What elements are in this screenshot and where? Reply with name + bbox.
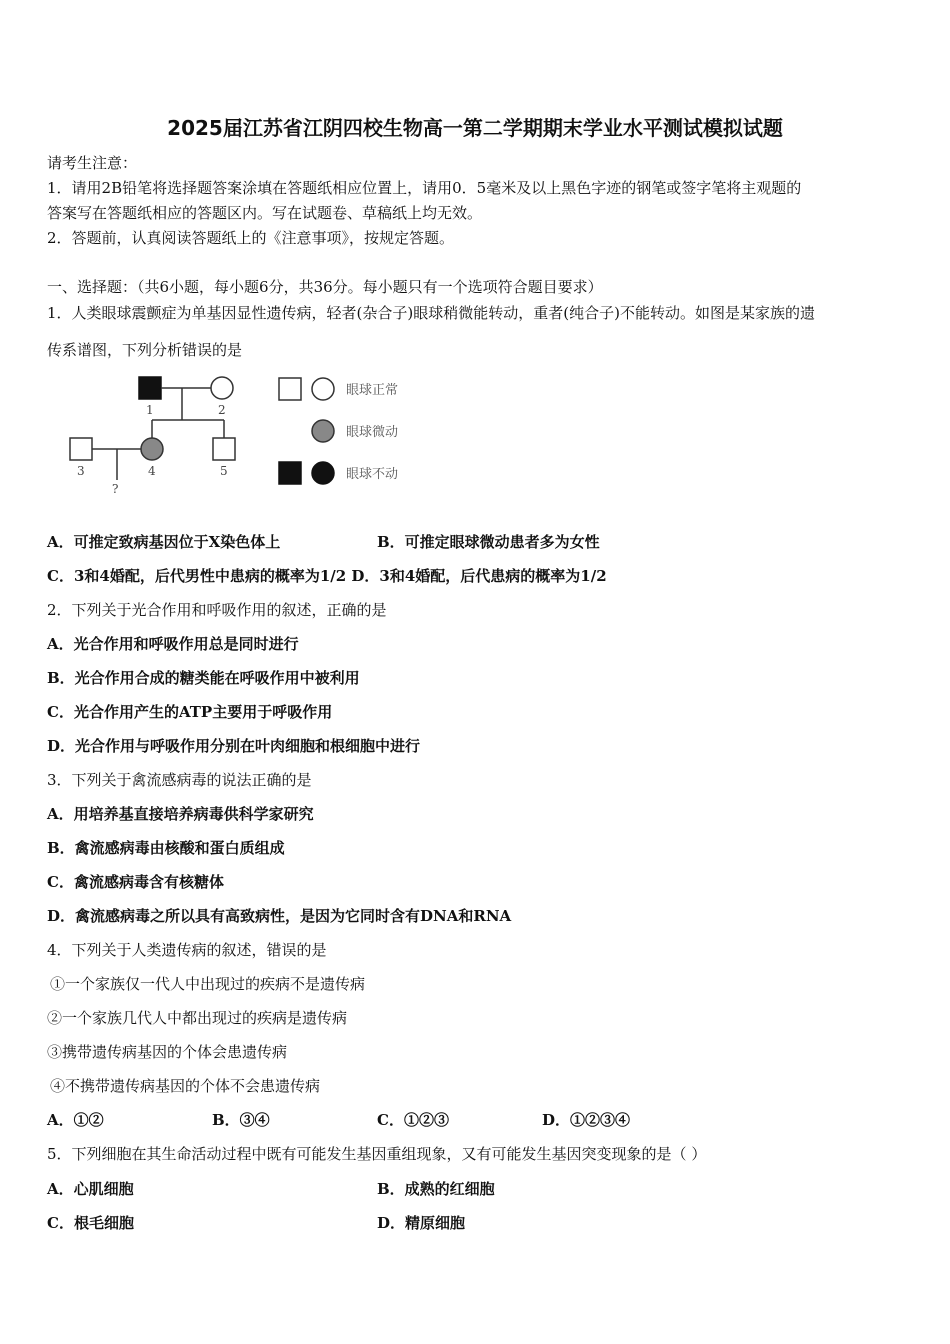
notice-item-1-line-1: 1．请用2B铅笔将选择题答案涂填在答题纸相应位置上，请用0．5毫米及以上黑色字迹的钢笔或签字笔将主观题的 bbox=[47, 179, 802, 197]
label-1: 1 bbox=[146, 403, 154, 417]
legend-normal-male bbox=[279, 378, 301, 400]
question-4-option-c: C．①②③ bbox=[377, 1111, 449, 1129]
question-3-option-a: A．用培养基直接培养病毒供科学家研究 bbox=[47, 805, 314, 823]
label-4: 4 bbox=[148, 464, 156, 478]
pedigree-chart bbox=[62, 372, 422, 502]
question-3-option-d: D．禽流感病毒之所以具有高致病性，是因为它同时含有DNA和RNA bbox=[47, 907, 512, 925]
question-2-option-d: D．光合作用与呼吸作用分别在叶肉细胞和根细胞中进行 bbox=[47, 737, 421, 755]
label-unknown: ? bbox=[112, 482, 119, 496]
question-1-option-cd: C．3和4婚配，后代男性中患病的概率为1/2 D．3和4婚配，后代患病的概率为1/2 bbox=[47, 567, 607, 585]
question-5-stem: 5．下列细胞在其生命活动过程中既有可能发生基因重组现象，又有可能发生基因突变现象的是（ ） bbox=[47, 1145, 707, 1163]
question-5-option-c: C．根毛细胞 bbox=[47, 1214, 134, 1232]
question-5-option-b: B．成熟的红细胞 bbox=[377, 1180, 495, 1198]
question-4-statement-1: ①一个家族仅一代人中出现过的疾病不是遗传病 bbox=[50, 975, 366, 993]
legend-slight-label: 眼球微动 bbox=[346, 425, 399, 440]
label-3: 3 bbox=[77, 464, 85, 478]
page-title: 2025届江苏省江阴四校生物高一第二学期期末学业水平测试模拟试题 bbox=[167, 116, 783, 140]
notice-heading: 请考生注意： bbox=[47, 154, 138, 172]
question-5-option-d: D．精原细胞 bbox=[377, 1214, 466, 1232]
question-1-stem-line-1: 1．人类眼球震颤症为单基因显性遗传病，轻者(杂合子)眼球稍微能转动，重者(纯合子)不能转动。如图是某家族的遗 bbox=[47, 304, 815, 322]
legend-normal-label: 眼球正常 bbox=[346, 383, 399, 398]
question-3-stem: 3．下列关于禽流感病毒的说法正确的是 bbox=[47, 771, 312, 789]
question-4-statement-3: ③携带遗传病基因的个体会患遗传病 bbox=[47, 1043, 288, 1061]
legend-none-female bbox=[312, 462, 334, 484]
label-5: 5 bbox=[220, 464, 228, 478]
question-4-stem: 4．下列关于人类遗传病的叙述，错误的是 bbox=[47, 941, 327, 959]
question-1-option-b: B．可推定眼球微动患者多为女性 bbox=[377, 533, 600, 551]
question-2-option-c: C．光合作用产生的ATP主要用于呼吸作用 bbox=[47, 703, 333, 721]
legend-none-male bbox=[279, 462, 301, 484]
section-heading: 一、选择题：（共6小题，每小题6分，共36分。每小题只有一个选项符合题目要求） bbox=[47, 278, 603, 296]
question-4-option-d: D．①②③④ bbox=[542, 1111, 631, 1129]
question-2-stem: 2．下列关于光合作用和呼吸作用的叙述，正确的是 bbox=[47, 601, 387, 619]
question-4-statement-4: ④不携带遗传病基因的个体不会患遗传病 bbox=[50, 1077, 321, 1095]
question-4-option-a: A．①② bbox=[47, 1111, 104, 1129]
question-3-option-b: B．禽流感病毒由核酸和蛋白质组成 bbox=[47, 839, 285, 857]
notice-item-2: 2．答题前，认真阅读答题纸上的《注意事项》，按规定答题。 bbox=[47, 229, 455, 247]
question-5-option-a: A．心肌细胞 bbox=[47, 1180, 134, 1198]
question-2-option-a: A．光合作用和呼吸作用总是同时进行 bbox=[47, 635, 299, 653]
legend-slight-female bbox=[312, 420, 334, 442]
legend-none-label: 眼球不动 bbox=[346, 467, 399, 482]
question-4-statement-2: ②一个家族几代人中都出现过的疾病是遗传病 bbox=[47, 1009, 348, 1027]
question-4-option-b: B．③④ bbox=[212, 1111, 270, 1129]
legend-normal-female bbox=[312, 378, 334, 400]
question-1-option-a: A．可推定致病基因位于X染色体上 bbox=[47, 533, 281, 551]
individual-1-affected-male bbox=[139, 377, 161, 399]
individual-3-normal-male bbox=[70, 438, 92, 460]
notice-item-1-line-2: 答案写在答题纸相应的答题区内。写在试题卷、草稿纸上均无效。 bbox=[47, 204, 483, 222]
question-2-option-b: B．光合作用合成的糖类能在呼吸作用中被利用 bbox=[47, 669, 360, 687]
individual-5-normal-male bbox=[213, 438, 235, 460]
individual-4-slight-female bbox=[141, 438, 163, 460]
individual-2-normal-female bbox=[211, 377, 233, 399]
label-2: 2 bbox=[218, 403, 226, 417]
question-1-stem-line-2: 传系谱图，下列分析错误的是 bbox=[47, 341, 243, 359]
question-3-option-c: C．禽流感病毒含有核糖体 bbox=[47, 873, 224, 891]
